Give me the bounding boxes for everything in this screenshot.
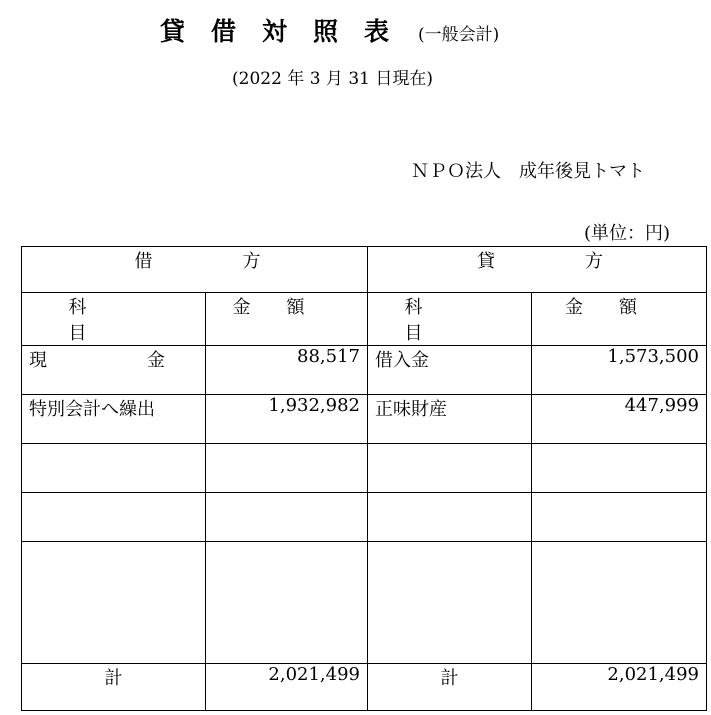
credit-total-amount: 2,021,499 <box>532 664 707 711</box>
debit-item-header <box>22 293 206 346</box>
empty-cell <box>368 542 532 664</box>
credit-item-header-label: 科目 <box>404 297 495 344</box>
table-row <box>22 395 707 444</box>
debit-item-cash <box>22 346 206 395</box>
table-row-empty <box>22 542 707 664</box>
empty-cell <box>368 493 532 542</box>
column-header-row <box>22 293 707 346</box>
credit-side-label: 貸方 <box>477 251 693 272</box>
debit-item-label: 現金 <box>29 350 165 371</box>
debit-amount-cash: 88,517 <box>206 346 368 395</box>
totals-row <box>22 664 707 711</box>
empty-cell <box>206 542 368 664</box>
empty-cell <box>532 493 707 542</box>
credit-amount-net-assets: 447,999 <box>532 395 707 444</box>
credit-amount-loan: 1,573,500 <box>532 346 707 395</box>
debit-amount-header <box>206 293 368 346</box>
table-row <box>22 346 707 395</box>
empty-cell <box>206 444 368 493</box>
organization-name: ＮＰＯ法人 成年後見トマト <box>411 161 645 182</box>
credit-total-label: 計 <box>368 664 532 711</box>
table-row-empty <box>22 493 707 542</box>
debit-item-transfer: 特別会計へ繰出 <box>22 395 206 444</box>
empty-cell <box>22 444 206 493</box>
side-header-row <box>22 247 707 293</box>
empty-cell <box>22 493 206 542</box>
empty-cell <box>22 542 206 664</box>
credit-amount-header <box>532 293 707 346</box>
debit-side-label: 借方 <box>134 251 351 272</box>
debit-item-header-label: 科目 <box>68 297 159 344</box>
debit-amount-transfer: 1,932,982 <box>206 395 368 444</box>
credit-item-loan: 借入金 <box>368 346 532 395</box>
credit-item-net-assets: 正味財産 <box>368 395 532 444</box>
credit-amount-header-label: 金額 <box>565 297 673 318</box>
document-title: 貸借対照表 <box>160 17 416 46</box>
credit-item-header <box>368 293 532 346</box>
debit-amount-header-label: 金額 <box>232 297 341 318</box>
empty-cell <box>532 444 707 493</box>
empty-cell <box>532 542 707 664</box>
as-of-date: (2022 年 3 月 31 日現在) <box>232 69 433 89</box>
debit-total-amount: 2,021,499 <box>206 664 368 711</box>
empty-cell <box>206 493 368 542</box>
debit-total-label: 計 <box>22 664 206 711</box>
credit-side-header <box>368 247 707 293</box>
currency-unit: (単位：円) <box>584 223 671 244</box>
document-subtitle: (一般会計) <box>418 25 500 45</box>
empty-cell <box>368 444 532 493</box>
debit-side-header <box>22 247 368 293</box>
table-row-empty <box>22 444 707 493</box>
balance-sheet-table <box>21 246 707 711</box>
